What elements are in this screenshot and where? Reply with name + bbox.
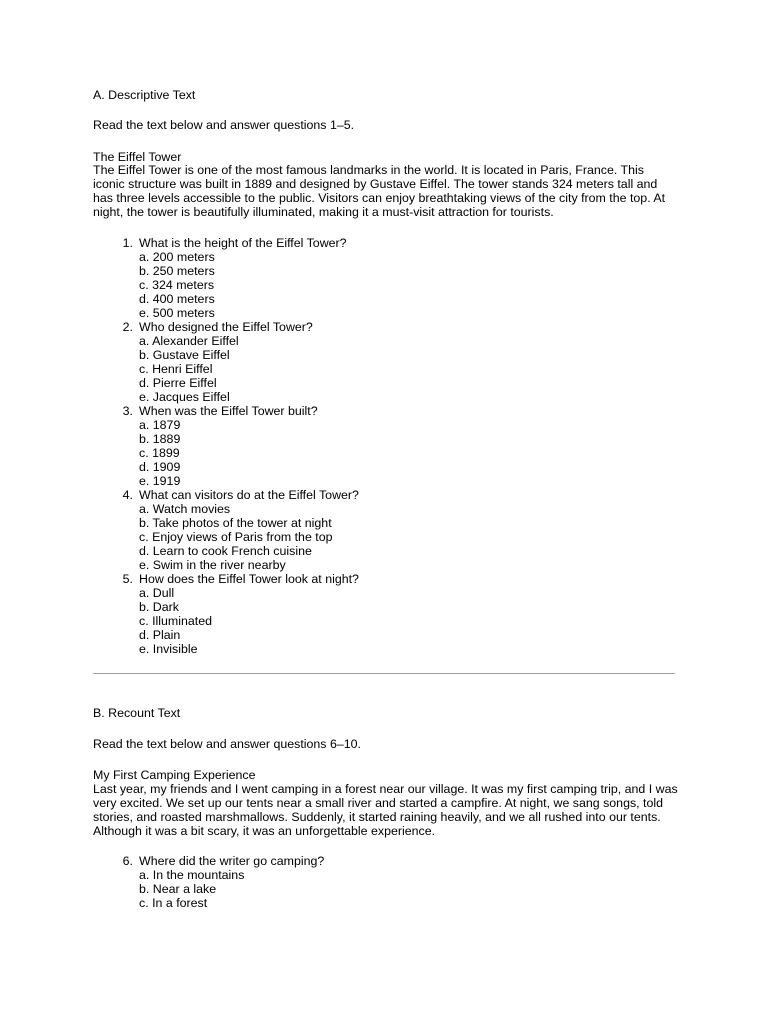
question-text: Where did the writer go camping? [139,854,325,868]
answer-option: b. 1889 [139,432,181,446]
section-divider [93,673,675,674]
answer-option: b. 250 meters [139,264,215,278]
answer-option: b. Dark [139,600,179,614]
question-number: 3. [122,404,133,418]
question-text: What can visitors do at the Eiffel Tower? [139,488,359,502]
answer-option: a. Watch movies [139,502,231,516]
answer-option: b. Gustave Eiffel [139,348,230,362]
section-a-questions [93,236,678,656]
question-6 [93,854,678,910]
answer-option: e. 1919 [139,474,181,488]
answer-option: d. Pierre Eiffel [139,376,217,390]
answer-option: a. In the mountains [139,868,245,882]
answer-option: a. 200 meters [139,250,215,264]
section-b-instruction: Read the text below and answer questions 6–10. [93,737,361,751]
question-number: 2. [122,320,133,334]
answer-option: a. Alexander Eiffel [139,334,239,348]
question-2 [93,320,678,404]
question-3 [93,404,678,488]
answer-option: e. Swim in the river nearby [139,558,286,572]
question-text: What is the height of the Eiffel Tower? [139,236,347,250]
answer-option: d. Plain [139,628,181,642]
answer-option: d. 400 meters [139,292,215,306]
answer-option: d. 1909 [139,460,181,474]
answer-option: a. Dull [139,586,175,600]
question-number: 5. [122,572,133,586]
answer-option: c. In a forest [139,896,208,910]
section-a-passage: The Eiffel Tower is one of the most famous landmarks in the world. It is located in Paris, France. This iconic structure was built in 1889 and designed by Gustave Eiffel. The tower stands 324 meters tall and has three levels accessible to the public. Visitors can enjoy breathtaking views of the city from the top. At night, the tower is beautifully illuminated, making it a must-visit attraction for tourists. [93,163,666,219]
answer-option: d. Learn to cook French cuisine [139,544,312,558]
section-b-heading: B. Recount Text [93,706,181,720]
question-5 [93,572,678,656]
section-b-title: My First Camping Experience [93,768,256,782]
answer-option: b. Near a lake [139,882,217,896]
answer-option: c. 1899 [139,446,180,460]
question-text: When was the Eiffel Tower built? [139,404,318,418]
question-number: 6. [122,854,133,868]
question-1 [93,236,678,320]
answer-option: c. Illuminated [139,614,213,628]
section-b-questions [93,854,678,910]
question-text: Who designed the Eiffel Tower? [139,320,313,334]
section-a-title: The Eiffel Tower [93,150,182,164]
answer-option: e. 500 meters [139,306,215,320]
answer-option: b. Take photos of the tower at night [139,516,332,530]
answer-option: a. 1879 [139,418,181,432]
question-number: 4. [122,488,133,502]
question-4 [93,488,678,572]
answer-option: c. 324 meters [139,278,215,292]
answer-option: e. Invisible [139,642,198,656]
question-number: 1. [122,236,133,250]
section-a-instruction: Read the text below and answer questions 1–5. [93,118,355,132]
answer-option: e. Jacques Eiffel [139,390,230,404]
section-a-heading: A. Descriptive Text [93,88,196,102]
answer-option: c. Enjoy views of Paris from the top [139,530,333,544]
question-text: How does the Eiffel Tower look at night? [139,572,359,586]
section-b-passage: Last year, my friends and I went camping in a forest near our village. It was my first camping trip, and I was very excited. We set up our tents near a small river and started a campfire. At night, we sang songs, told stories, and roasted marshmallows. Suddenly, it started raining heavily, and we all rushed into our tents. Although it was a bit scary, it was an unforgettable experience. [93,782,678,838]
answer-option: c. Henri Eiffel [139,362,213,376]
